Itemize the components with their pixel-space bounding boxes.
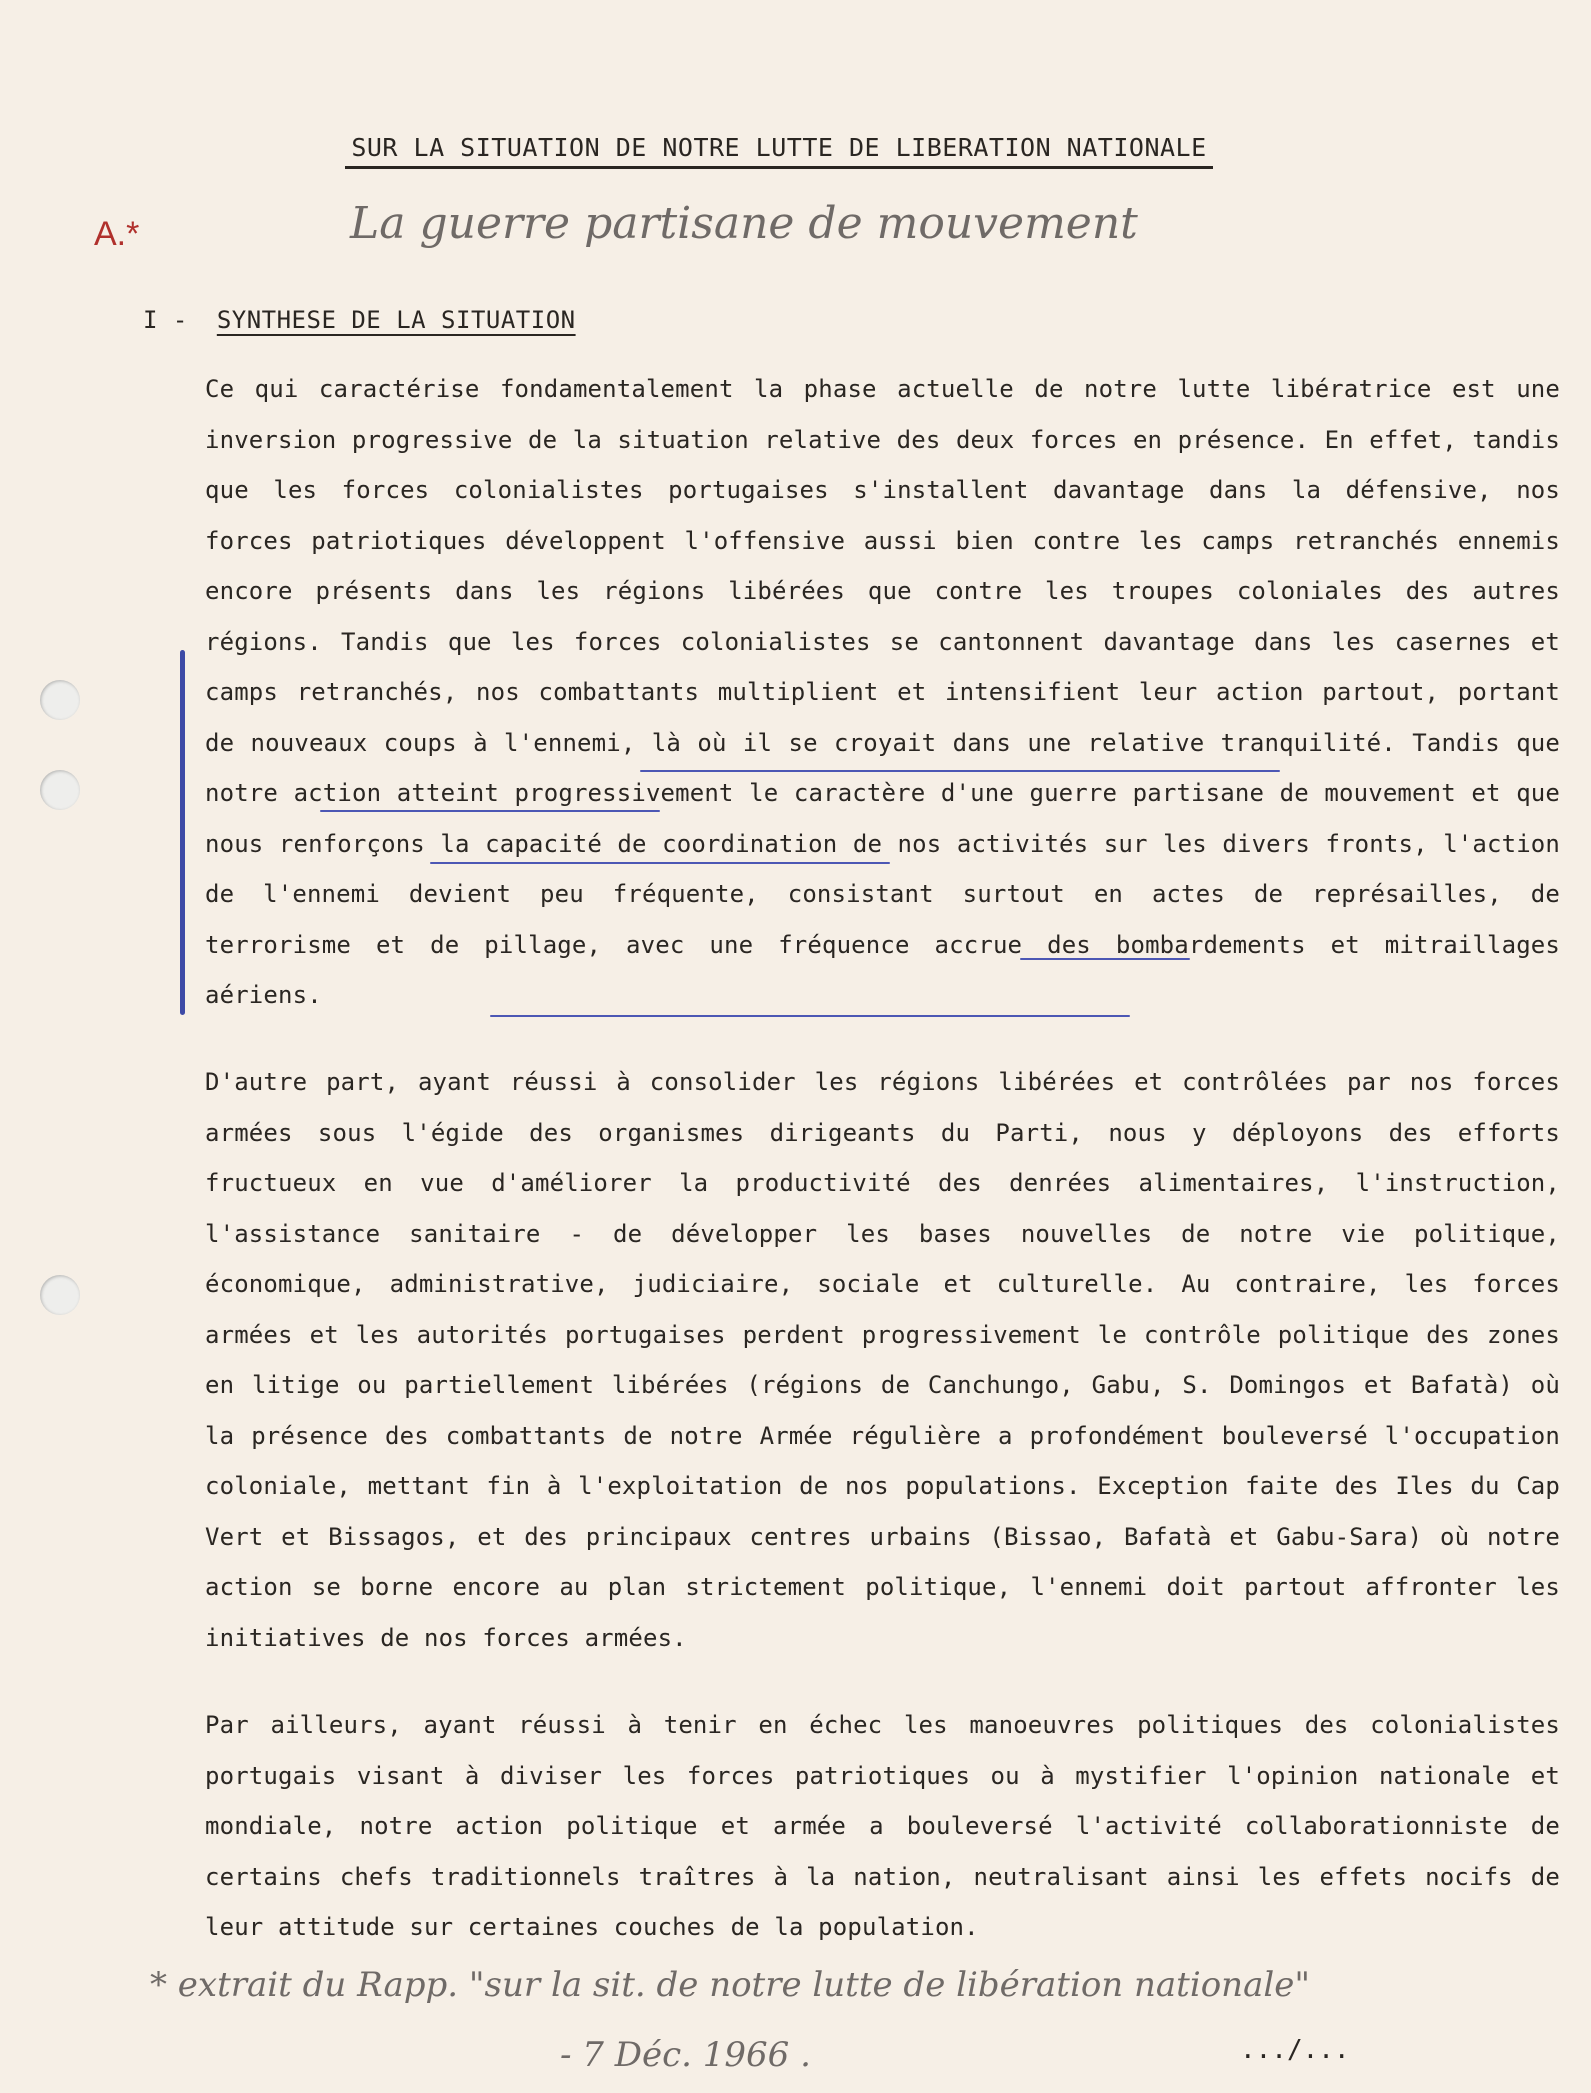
paragraph: Ce qui caractérise fondamentalement la phase actuelle de notre lutte libératrice est une inversion progressive de la situation relative des deux forces en présence. En effet, tandis que les forces colonialistes portugaises s'installent davantage dans la défensive, nos forces patriotiques développent l'offensive aussi bien contre les camps retranchés ennemis encore présents dans les régions libérées que contre les troupes coloniales des autres régions. Tandis que les forces colonialistes se cantonnent davantage dans les casernes et camps retranchés, nos combattants multiplient et intensifient leur action partout, portant de nouveaux coups à l'ennemi, là où il se croyait dans une relative tranquilité. Tandis que notre action atteint progressivement le caractère d'une guerre partisane de mouvement et que nous renforçons la capacité de coordination de nos activités sur les divers fronts, l'action de l'ennemi devient peu fréquente, consistant surtout en actes de représailles, de terrorisme et de pillage, avec une fréquence accrue des bombardements et mitraillages aériens.: [205, 375, 1560, 1009]
binder-hole: [40, 1275, 80, 1315]
underline-annotation: [490, 1015, 1130, 1017]
underline-annotation: [430, 862, 890, 864]
margin-marker: A.*: [94, 215, 140, 253]
binder-hole: [40, 770, 80, 810]
handwritten-date: - 7 Déc. 1966 .: [560, 2035, 811, 2075]
continued-mark: .../...: [1240, 2035, 1350, 2065]
binder-hole: [40, 680, 80, 720]
handwritten-subtitle: La guerre partisane de mouvement: [350, 198, 1138, 249]
margin-annotation-bar: [180, 650, 185, 1015]
underline-annotation: [640, 770, 1280, 772]
paragraph: D'autre part, ayant réussi à consolider les régions libérées et contrôlées par nos forces armées sous l'égide des organismes dirigeants du Parti, nous y déployons des efforts fructueux en vue d'améliorer la productivité des denrées alimentaires, l'instruction, l'assistance sanitaire - de développer les bases nouvelles de notre vie politique, économique, administrative, judiciaire, sociale et culturelle. Au contraire, les forces armées et les autorités portugaises perdent progressivement le contrôle politique des zones en litige ou partiellement libérées (régions de Canchungo, Gabu, S. Domingos et Bafatà) où la présence des combattants de notre Armée régulière a profondément bouleversé l'occupation coloniale, mettant fin à l'exploitation de nos populations. Exception faite des Iles du Cap Vert et Bissagos, et des principaux centres urbains (Bissao, Bafatà et Gabu-Sara) où notre action se borne encore au plan strictement politique, l'ennemi doit partout affronter les initiatives de nos forces armées.: [205, 1068, 1560, 1652]
section-heading: [143, 306, 576, 334]
underline-annotation: [1020, 958, 1190, 960]
document-title: SUR LA SITUATION DE NOTRE LUTTE DE LIBERATION NATIONALE: [345, 133, 1213, 169]
section-number: I -: [143, 306, 188, 334]
section-title: SYNTHESE DE LA SITUATION: [216, 306, 576, 334]
paragraph: Par ailleurs, ayant réussi à tenir en échec les manoeuvres politiques des colonialistes portugais visant à diviser les forces patriotiques ou à mystifier l'opinion nationale et mondiale, notre action politique et armée a bouleversé l'activité collaborationniste de certains chefs traditionnels traîtres à la nation, neutralisant ainsi les effets nocifs de leur attitude sur certaines couches de la population.: [205, 1711, 1560, 1941]
underline-annotation: [320, 810, 660, 812]
handwritten-footer-note: * extrait du Rapp. "sur la sit. de notre lutte de libération nationale": [150, 1965, 1310, 2005]
